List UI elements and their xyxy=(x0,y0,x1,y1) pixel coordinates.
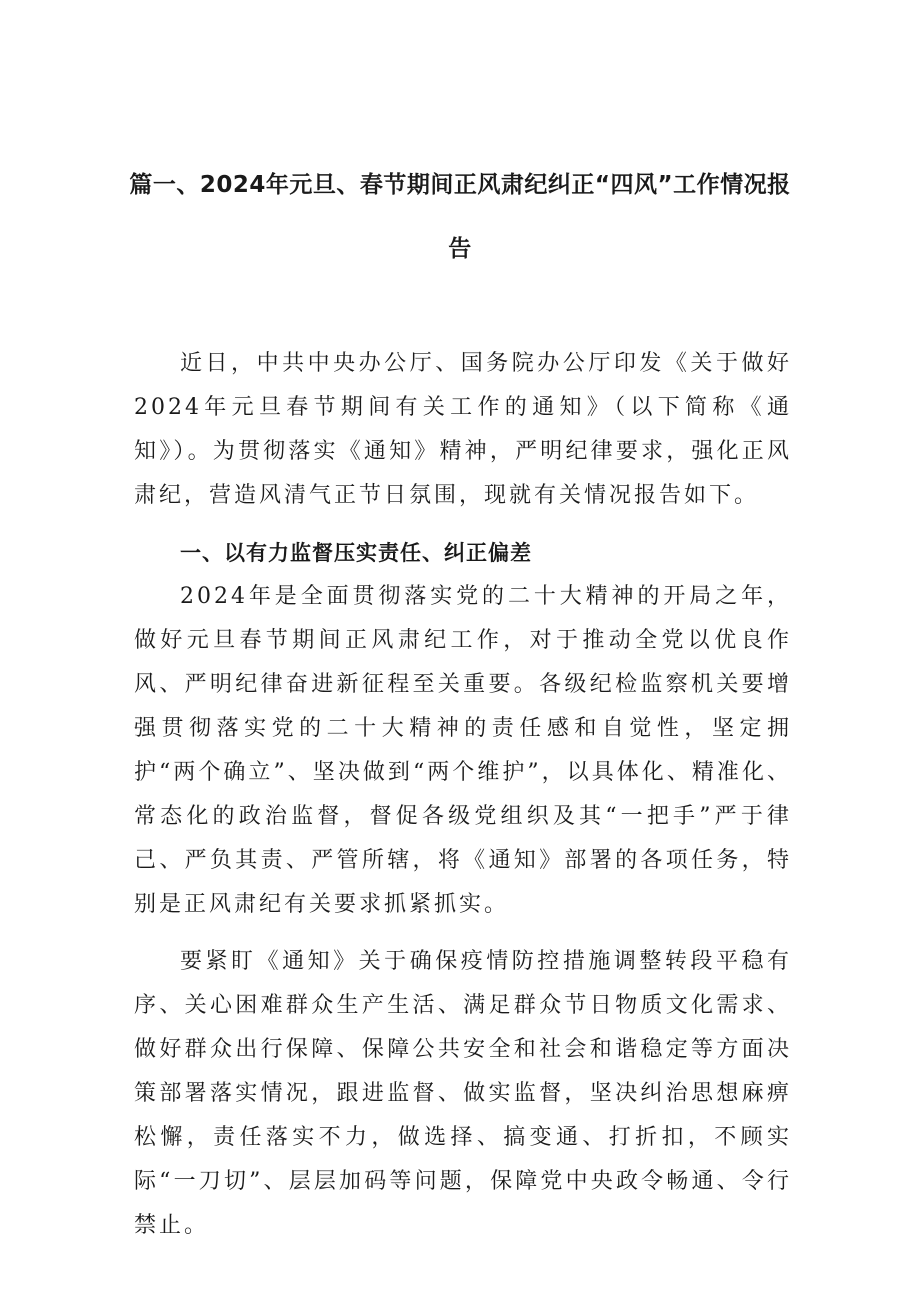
paragraph-section1-b: 要紧盯《通知》关于确保疫情防控措施调整转段平稳有序、关心困难群众生产生活、满足群众节日物质文化需求、做好群众出行保障、保障公共安全和社会和谐稳定等方面决策部署落实情况，跟进监督、做实监督，坚决纠治思想麻痹松懈，责任落实不力，做选择、搞变通、打折扣，不顾实际“一刀切”、层层加码等问题，保障党中央政令畅通、令行禁止。 xyxy=(134,949,792,1238)
document-title-line-1: 篇一、2024年元旦、春节期间正风肃纪纠正“四风”工作情况报 xyxy=(129,172,791,198)
document-title-line-2: 告 xyxy=(448,236,472,262)
paragraph-section1-a: 2024年是全面贯彻落实党的二十大精神的开局之年，做好元旦春节期间正风肃纪工作，对于推动全党以优良作风、严明纪律奋进新征程至关重要。各级纪检监察机关要增强贯彻落实党的二十大精神的责任感和自觉性，坚定拥护“两个确立”、坚决做到“两个维护”，以具体化、精准化、常态化的政治监督，督促各级党组织及其“一把手”严于律己、严负其责、严管所辖，将《通知》部署的各项任务，特别是正风肃纪有关要求抓紧抓实。 xyxy=(134,584,792,917)
section-heading-1: 一、以有力监督压实责任、纠正偏差 xyxy=(180,541,532,565)
document-body xyxy=(134,342,792,1248)
paragraph-intro: 近日，中共中央办公厅、国务院办公厅印发《关于做好2024年元旦春节期间有关工作的通知》（以下简称《通知》）。为贯彻落实《通知》精神，严明纪律要求，强化正风肃纪，营造风清气正节日氛围，现就有关情况报告如下。 xyxy=(134,351,792,508)
